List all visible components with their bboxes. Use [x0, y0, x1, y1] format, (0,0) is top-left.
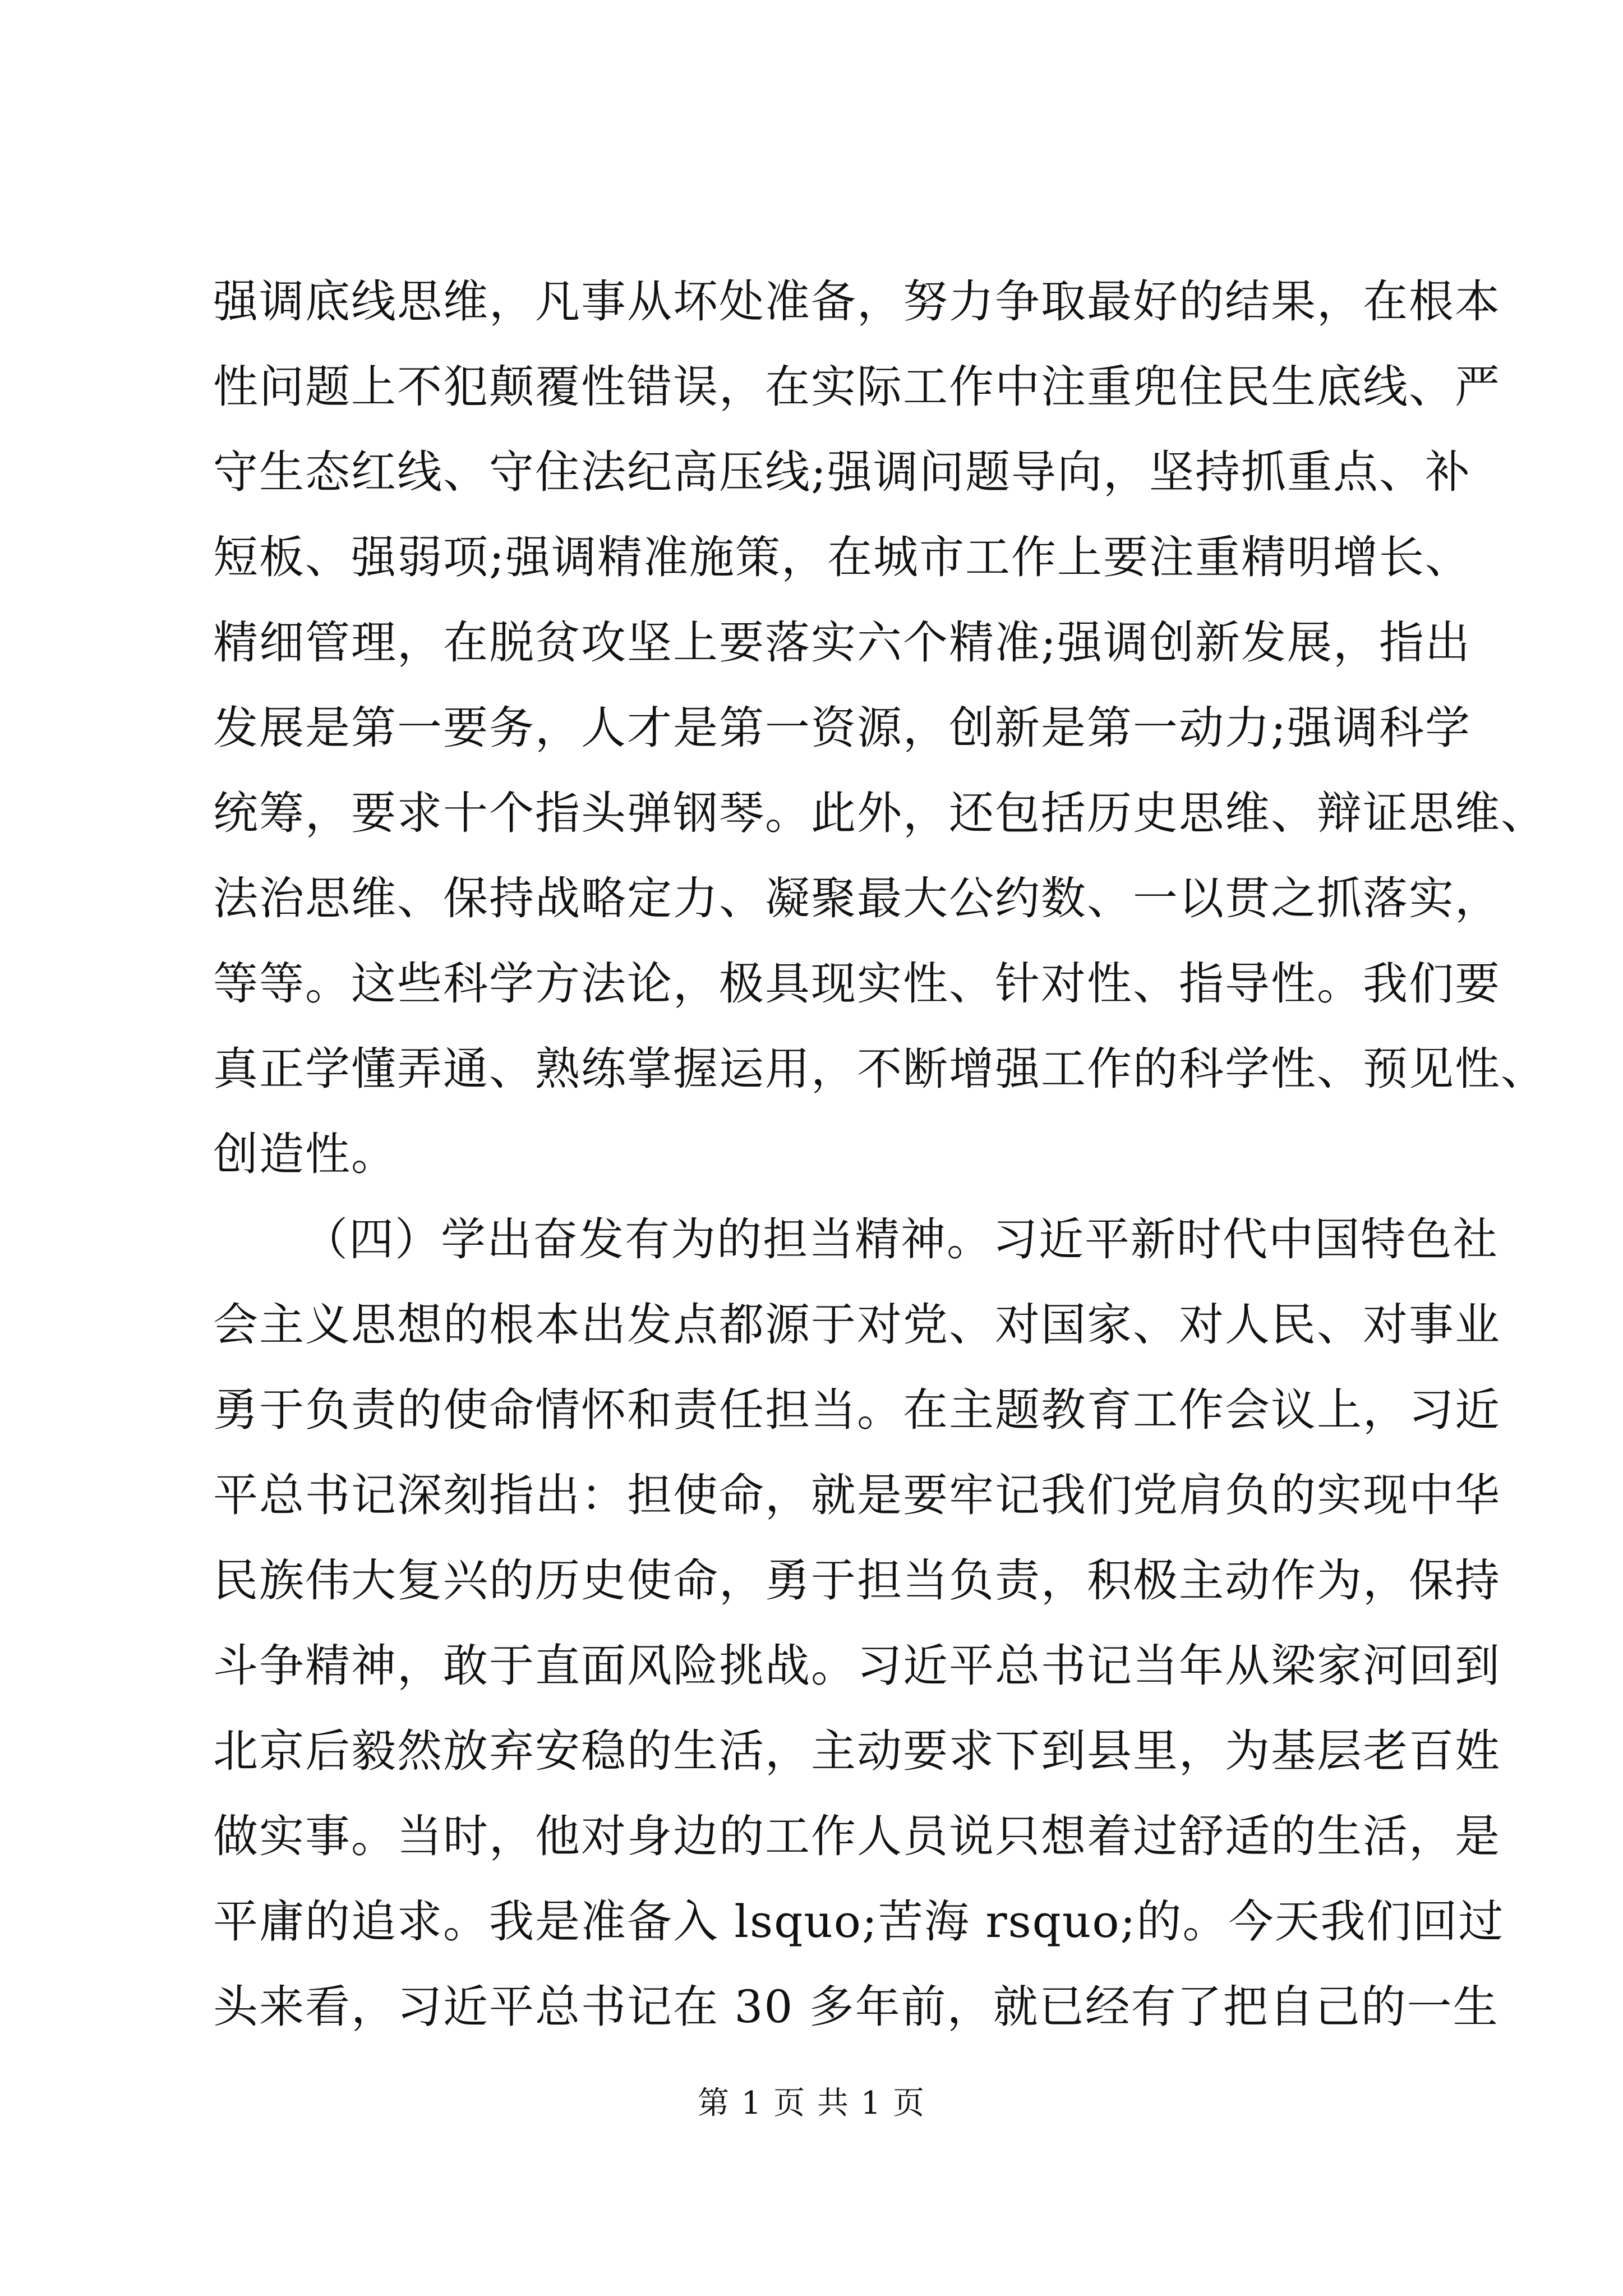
text-line: 会主义思想的根本出发点都源于对党、对国家、对人民、对事业 [213, 1299, 1501, 1351]
text-line: 民族伟大复兴的历史使命，勇于担当负责，积极主动作为，保持 [213, 1554, 1501, 1607]
text-line: 强调底线思维，凡事从坏处准备，努力争取最好的结果，在根本 [213, 275, 1501, 328]
text-line: 北京后毅然放弃安稳的生活，主动要求下到县里，为基层老百姓 [213, 1725, 1501, 1777]
text-line: 头来看，习近平总书记在 30 多年前，就已经有了把自己的一生 [213, 1981, 1499, 2033]
text-line: 做实事。当时，他对身边的工作人员说只想着过舒适的生活，是 [213, 1810, 1501, 1862]
text-line: 平庸的追求。我是准备入 lsquo;苦海 rsquo;的。今天我们回过 [213, 1895, 1505, 1948]
text-line: 性问题上不犯颠覆性错误，在实际工作中注重兜住民生底线、严 [213, 361, 1501, 413]
text-line: 斗争精神，敢于直面风险挑战。习近平总书记当年从梁家河回到 [213, 1640, 1501, 1692]
text-line: 统筹，要求十个指头弹钢琴。此外，还包括历史思维、辩证思维、 [213, 787, 1547, 839]
text-line: 发展是第一要务，人才是第一资源，创新是第一动力;强调科学 [213, 702, 1471, 754]
text-line: 平总书记深刻指出：担使命，就是要牢记我们党肩负的实现中华 [213, 1469, 1501, 1521]
text-line: 法治思维、保持战略定力、凝聚最大公约数、一以贯之抓落实， [213, 872, 1501, 924]
document-body [213, 259, 1547, 2050]
text-line: 精细管理，在脱贫攻坚上要落实六个精准;强调创新发展，指出 [213, 616, 1471, 669]
text-line: 等等。这些科学方法论，极具现实性、针对性、指导性。我们要 [213, 958, 1501, 1010]
text-line: 真正学懂弄通、熟练掌握运用，不断增强工作的科学性、预见性、 [213, 1043, 1547, 1095]
text-line: 勇于负责的使命情怀和责任担当。在主题教育工作会议上，习近 [213, 1384, 1501, 1436]
text-line: 创造性。 [213, 1128, 397, 1180]
text-line: 短板、强弱项;强调精准施策，在城市工作上要注重精明增长、 [213, 531, 1471, 583]
section-heading-line: （四）学出奋发有为的担当精神。习近平新时代中国特色社 [303, 1213, 1498, 1266]
text-line: 守生态红线、守住法纪高压线;强调问题导向，坚持抓重点、补 [213, 446, 1471, 498]
page-number-footer: 第 1 页 共 1 页 [697, 2085, 926, 2122]
